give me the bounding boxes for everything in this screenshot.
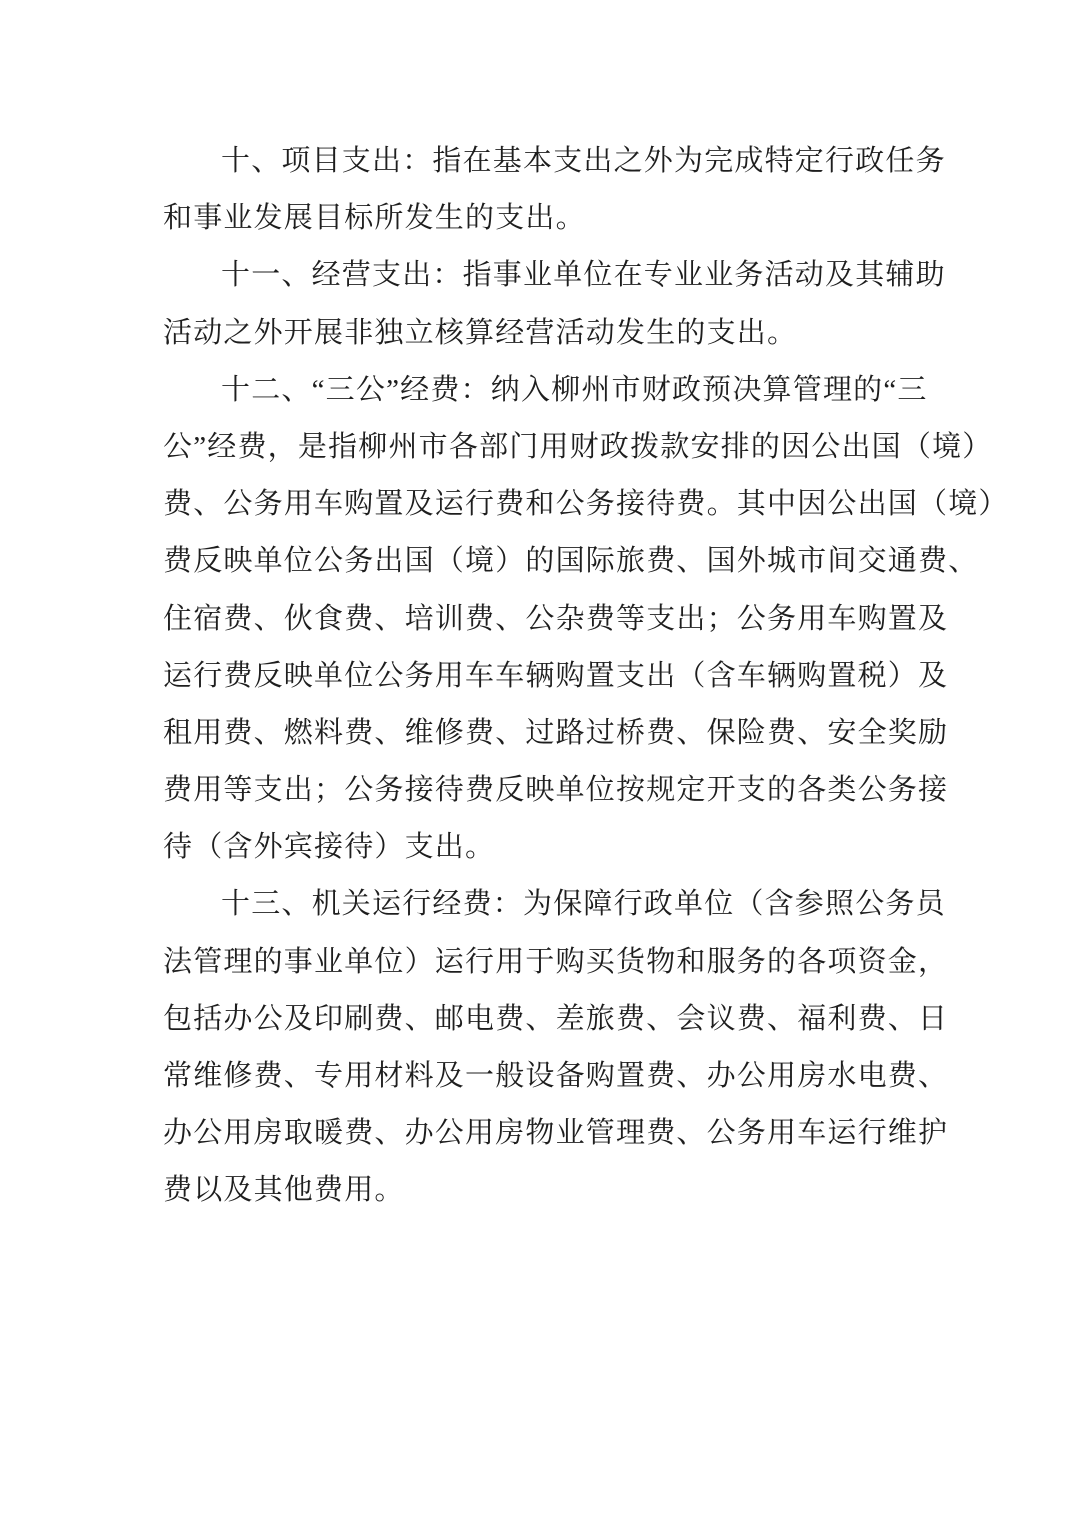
doc-line: 费以及其他费用。: [163, 1174, 405, 1207]
doc-line: 费反映单位公务出国（境）的国际旅费、国外城市间交通费、: [163, 545, 979, 578]
doc-line: 住宿费、伙食费、培训费、公杂费等支出；公务用车购置及: [163, 602, 949, 635]
document-text-block: [163, 133, 1009, 1220]
doc-line: 公”经费，是指柳州市各部门用财政拨款安排的因公出国（境）: [163, 430, 993, 463]
doc-line: 十三、机关运行经费：为保障行政单位（含参照公务员: [221, 888, 946, 921]
doc-line: 租用费、燃料费、维修费、过路过桥费、保险费、安全奖励: [163, 716, 949, 749]
doc-line: 活动之外开展非独立核算经营活动发生的支出。: [163, 316, 798, 349]
doc-line: 十二、“三公”经费：纳入柳州市财政预决算管理的“三: [221, 373, 928, 406]
doc-line: 十、项目支出：指在基本支出之外为完成特定行政任务: [221, 145, 946, 177]
doc-line: 法管理的事业单位）运行用于购买货物和服务的各项资金，: [163, 945, 949, 978]
doc-line: 十一、经营支出：指事业单位在专业业务活动及其辅助: [221, 259, 946, 292]
doc-line: 费、公务用车购置及运行费和公务接待费。其中因公出国（境）: [163, 488, 1009, 521]
doc-line: 费用等支出；公务接待费反映单位按规定开支的各类公务接: [163, 774, 949, 807]
doc-line: 待（含外宾接待）支出。: [163, 831, 496, 864]
doc-line: 常维修费、专用材料及一般设备购置费、办公用房水电费、: [163, 1060, 949, 1092]
doc-line: 办公用房取暖费、办公用房物业管理费、公务用车运行维护: [163, 1117, 949, 1150]
doc-line: 和事业发展目标所发生的支出。: [163, 202, 586, 235]
doc-line: 运行费反映单位公务用车车辆购置支出（含车辆购置税）及: [163, 659, 949, 692]
doc-line: 包括办公及印刷费、邮电费、差旅费、会议费、福利费、日: [163, 1002, 949, 1035]
